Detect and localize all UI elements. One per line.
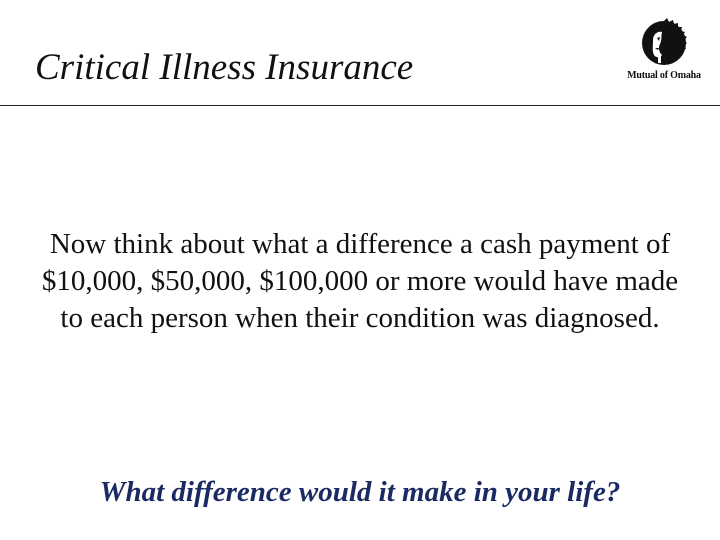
slide-title: Critical Illness Insurance — [35, 47, 414, 88]
indian-head-icon — [638, 18, 688, 70]
header-divider — [0, 105, 720, 106]
body-paragraph: Now think about what a difference a cash payment of $10,000, $50,000, $100,000 or more would have made to each person when their condition was diagnosed. — [41, 228, 679, 334]
company-logo — [618, 18, 710, 88]
slide-header — [0, 0, 720, 106]
logo-text: Mutual of Omaha — [627, 70, 701, 81]
callout-question: What difference would it make in your life? — [99, 476, 621, 508]
